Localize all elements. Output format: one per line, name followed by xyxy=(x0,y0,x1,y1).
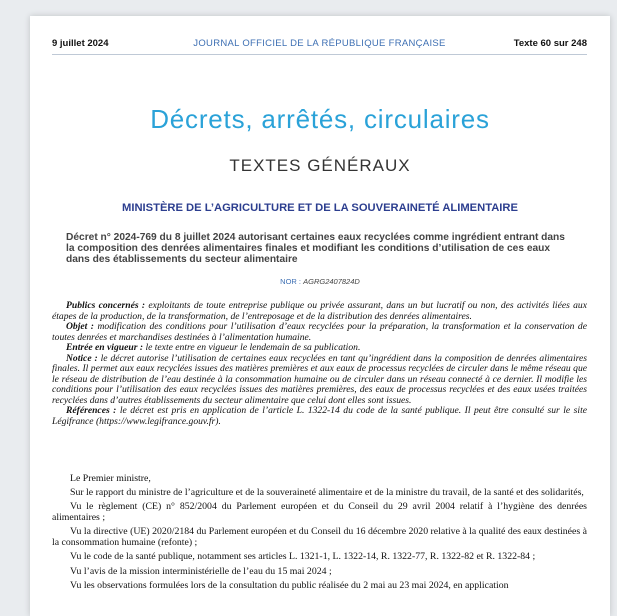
nor-reference xyxy=(30,277,610,286)
notice-text: le décret autorise l’utilisation de certaines eaux recyclées en tant qu’ingrédient dans la composition de denrées alimentaires finales. Il permet aux eaux recyclées issues des matières premières et aux eaux de processus recyclées de circuler dans le même réseau que le réseau de distribution de l’eau destinée à la consommation humaine ou de circuler dans un réseau connecté à ce dernier. Il modifie les conditions pour l’utilisation des eaux recyclées issues des matières premières, des eaux de processus recyclées et des eaux usées traitées recyclées dans d’autres établissements du secteur alimentaire que celui dont elles sont issues. xyxy=(52,352,588,406)
body-paragraph: Sur le rapport du ministre de l’agriculture et de la souveraineté alimentaire et de la ministre du travail, de la santé et des solidarités, xyxy=(70,487,584,499)
summary-objet xyxy=(52,322,587,343)
section-title: TEXTES GÉNÉRAUX xyxy=(229,156,411,175)
objet-label: Objet : xyxy=(66,321,94,332)
nor-value: AGRG2407824D xyxy=(303,277,360,286)
entree-label: Entrée en vigueur : xyxy=(66,342,144,353)
summary-references xyxy=(52,406,587,427)
publics-text: exploitants de toute entreprise publique ou privée assurant, dans un but lucratif ou non, des activités liées aux étapes de la production, de la transformation, de l’entreposage et de la distribution des denrées alimentaires. xyxy=(52,300,587,322)
publication-date: 9 juillet 2024 xyxy=(52,38,109,49)
summary-publics xyxy=(52,301,587,322)
body-paragraph: Vu le règlement (CE) n° 852/2004 du Parlement européen et du Conseil du 29 avril 2004 relatif à l’hygiène des denrées alimentaires ; xyxy=(52,501,587,524)
header-rule xyxy=(52,54,587,55)
ministry-heading: MINISTÈRE DE L’AGRICULTURE ET DE LA SOUVERAINETÉ ALIMENTAIRE xyxy=(122,202,518,214)
text-number: Texte 60 sur 248 xyxy=(513,38,587,49)
body-paragraph: Vu l’avis de la mission interministérielle de l’eau du 15 mai 2024 ; xyxy=(70,565,332,577)
references-text: le décret est pris en application de l’article L. 1322-14 du code de la santé publique. Il peut être consulté sur le site Légifrance (https://www.legifrance.gouv.fr). xyxy=(52,405,587,427)
summary-notice xyxy=(52,354,587,407)
document-page xyxy=(30,16,610,616)
decree-body xyxy=(52,474,587,595)
decree-summary xyxy=(52,301,587,427)
journal-name: JOURNAL OFFICIEL DE LA RÉPUBLIQUE FRANÇAISE xyxy=(193,38,446,49)
body-paragraph: Vu la directive (UE) 2020/2184 du Parlement européen et du Conseil du 16 décembre 2020 relative à la qualité des eaux destinées à la consommation humaine (refonte) ; xyxy=(52,526,587,549)
decree-title: Décret n° 2024-769 du 8 juillet 2024 autorisant certaines eaux recyclées comme ingrédient entrant dans la composition des denrées alimentaires finales et modifiant les conditions d’utilisation de ces eaux dans des établissements du secteur alimentaire xyxy=(66,232,565,265)
publics-label: Publics concernés : xyxy=(66,300,146,311)
body-paragraph: Vu les observations formulées lors de la consultation du public réalisée du 2 mai au 23 mai 2024, en application xyxy=(70,579,509,591)
main-title: Décrets, arrêtés, circulaires xyxy=(150,104,490,134)
running-header xyxy=(52,38,587,52)
references-label: Références : xyxy=(66,405,117,416)
nor-label: NOR : xyxy=(280,277,302,286)
entree-text: le texte entre en vigueur le lendemain de sa publication. xyxy=(145,342,361,353)
body-paragraph: Le Premier ministre, xyxy=(70,473,151,484)
body-paragraph: Vu le code de la santé publique, notamment ses articles L. 1321-1, L. 1322-14, R. 1322-77, R. 1322-82 et R. 1322-84 ; xyxy=(70,551,536,563)
objet-text: modification des conditions pour l’utilisation d’eaux recyclées pour la préparation, la transformation et la conservation de toutes denrées et marchandises destinées à l’alimentation humaine. xyxy=(52,321,587,343)
notice-label: Notice : xyxy=(66,352,98,364)
